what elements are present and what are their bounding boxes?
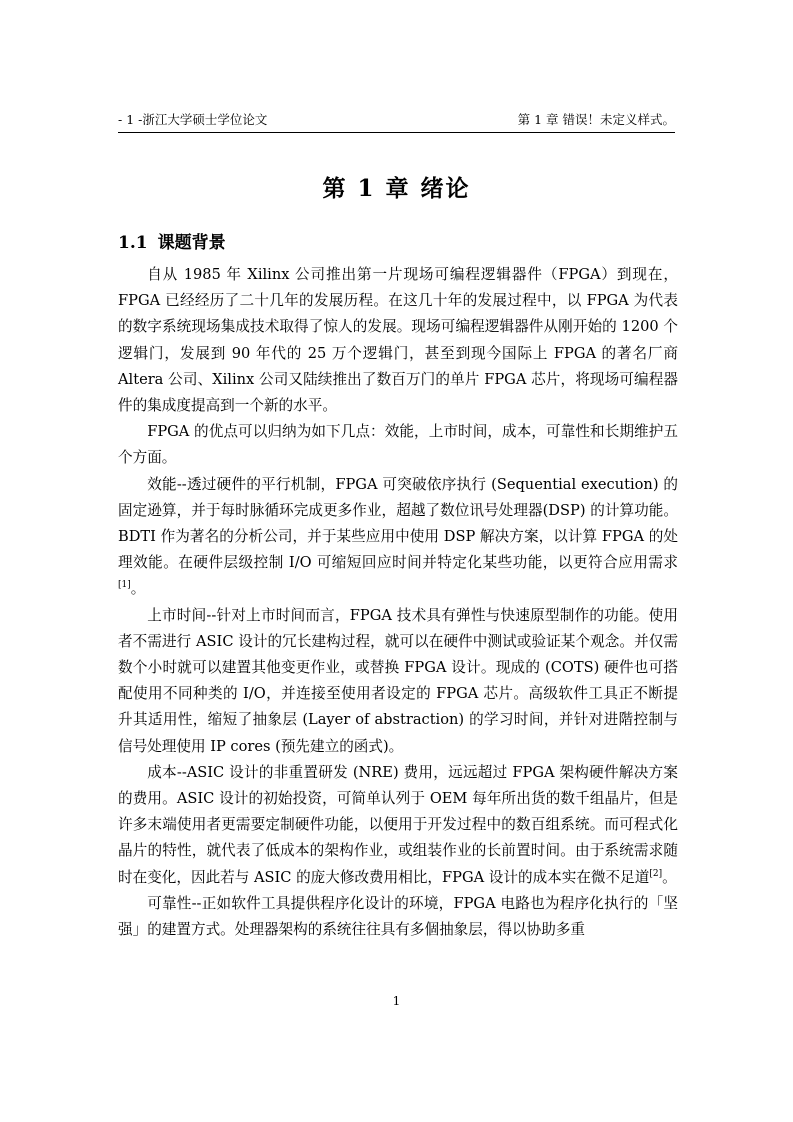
body-text [118, 262, 678, 943]
paragraph: 可靠性--正如软件工具提供程序化设计的环境，FPGA 电路也为程序化执行的「坚强」的建置方式。处理器架构的系统往往具有多個抽象层，得以协助多重 [118, 894, 678, 939]
section-title: 课题背景 [157, 233, 226, 253]
paragraph [118, 760, 678, 891]
paragraph: 上市时间--针对上市时间而言，FPGA 技术具有弹性与快速原型制作的功能。使用者不需进行 ASIC 设计的冗长建构过程，就可以在硬件中测试或验证某个观念。并仅需数个小时就可以建置其他变更作业，或替换 FPGA 设计。现成的 (COTS) 硬件也可搭配使用不同种类的 I/O，并连接至使用者设定的 FPGA 芯片。高级软件工具正不断提升其适用性，缩短了抽象层 (Layer of abstraction) 的学习时间，并针对进階控制与信号处理使用 IP cores (预先建立的函式)。 [118, 606, 678, 755]
paragraph [118, 472, 678, 603]
chapter-title: 第 1 章 绪论 [322, 175, 471, 202]
header-divider [118, 132, 675, 133]
section-heading [118, 228, 226, 253]
section-number: 1.1 [118, 233, 148, 253]
header-left: - 1 -浙江大学硕士学位论文 [118, 112, 268, 127]
paragraph-text: 成本--ASIC 设计的非重置研发 (NRE) 费用，远远超过 FPGA 架构硬件解决方案的费用。ASIC 设计的初始投资，可简单认列于 OEM 每年所出货的数千组晶片，但是许多末端使用者更需要定制硬件功能，以便用于开发过程中的数百组系统。而可程式化晶片的特性，就代表了低成本的架构作业，或组装作业的长前置时间。由于系统需求随时在变化，因此若与 ASIC 的庞大修改费用相比，FPGA 设计的成本实在微不足道 [118, 763, 678, 886]
page-number: 1 [392, 994, 401, 1008]
paragraph-end: 。 [662, 868, 677, 886]
paragraph: FPGA 的优点可以归纳为如下几点：效能，上市时间，成本，可靠性和长期维护五个方面。 [118, 423, 678, 467]
citation: [1] [118, 580, 131, 591]
header-right: 第 1 章 错误！未定义样式。 [517, 112, 675, 127]
citation: [2] [649, 868, 663, 879]
paragraph: 自从 1985 年 Xilinx 公司推出第一片现场可编程逻辑器件（FPGA）到现在，FPGA 已经经历了二十几年的发展历程。在这几十年的发展过程中，以 FPGA 为代表的数字系统现场集成技术取得了惊人的发展。现场可编程逻辑器件从刚开始的 1200 个逻辑门，发展到 90 年代的 25 万个逻辑门，甚至到现今国际上 FPGA 的著名厂商 Altera 公司、Xilinx 公司又陆续推出了数百万门的单片 FPGA 芯片，将现场可编程器件的集成度提高到一个新的水平。 [118, 266, 678, 415]
paragraph-text: 效能--透过硬件的平行机制，FPGA 可突破依序执行 (Sequential execution) 的固定逊算，并于每时脉循环完成更多作业，超越了数位讯号处理器(DSP) 的计算功能。BDTI 作为著名的分析公司，并于某些应用中使用 DSP 解决方案，以计算 FPGA 的处理效能。在硬件层级控制 I/O 可缩短回应时间并特定化某些功能，以更符合应用需求 [118, 475, 678, 572]
paragraph-end: 。 [130, 580, 146, 598]
